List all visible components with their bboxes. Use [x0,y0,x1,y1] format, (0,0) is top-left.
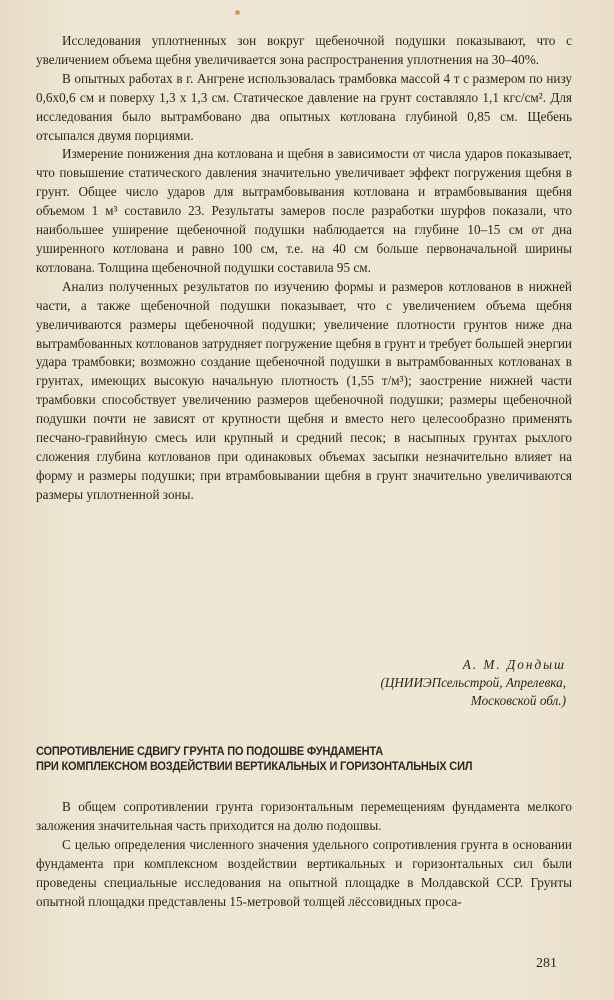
section-heading-line-1: СОПРОТИВЛЕНИЕ СДВИГУ ГРУНТА ПО ПОДОШВЕ ФУНДАМЕНТА [36,745,384,758]
author-name: А. М. Дондыш [462,657,566,672]
body-text-block-1 [36,32,572,505]
paragraph: В общем сопротивлении грунта горизонтальным перемещениям фундамента мелкого заложения значительная часть приходится на долю подошвы. [36,799,572,833]
page-number: 281 [536,956,557,971]
section-heading [36,745,549,774]
author-affiliation-line-1: (ЦНИИЭПсельстрой, Апрелевка, [380,675,566,690]
body-text-block-2 [36,798,572,911]
author-signature [266,656,566,710]
ornament-dot [235,10,240,15]
paragraph: Измерение понижения дна котлована и щебня в зависимости от числа ударов показывает, что повышение статического давления значительно увеличивает эффект погружения щебня в грунт. Общее число ударов для вытрамбовывания котлована и втрамбовывания щебня объемом 1 м³ составило 23. Результаты замеров после разработки шурфов показали, что наибольшее уширение щебеночной подушки наблюдается на глубине 10–15 см от дна уширенного котлована и равно 100 см, т.е. на 40 см больше первоначальной ширины котлована. Толщина щебеночной подушки составила 95 см. [36,146,572,275]
paragraph: В опытных работах в г. Ангрене использовалась трамбовка массой 4 т с размером по низу 0,6х0,6 см и поверху 1,3 х 1,3 см. Статическое давление на грунт составляло 1,1 кгс/см². Для исследования было вытрамбовано два опытных котлована глубиной 0,85 см. Щебень отсыпался двумя порциями. [36,70,572,143]
author-affiliation-line-2: Московской обл.) [470,693,566,708]
paragraph: С целью определения численного значения удельного сопротивления грунта в основании фундамента при комплексном воздействии вертикальных и горизонтальных сил были проведены специальные исследования на опытной площадке в Молдавской ССР. Грунты опытной площадки представлены 15-метровой толщей лёссовидных проса- [36,836,572,909]
paragraph: Исследования уплотненных зон вокруг щебеночной подушки показывают, что с увеличением объема щебня увеличивается зона распространения уплотнения на 30–40%. [36,33,572,67]
paragraph: Анализ полученных результатов по изучению формы и размеров котлованов в нижней части, а также щебеночной подушки показывает, что с увеличением объема щебня увеличиваются размеры щебеночной подушки; увеличение плотности грунтов ниже дна вытрамбованных котлованов затрудняет погружение щебня в грунт и требует большей энергии удара трамбовки; возможно создание щебеночной подушки в вытрамбованных котлованах в грунтах, имеющих высокую начальную плотность (1,55 т/м³); заострение нижней части трамбовки способствует увеличению размеров щебеночной подушки; размеры щебеночной подушки почти не зависят от крупности щебня и вместо него целесообразно применять песчано-гравийную смесь или крупный и средний песок; в насыпных грунтах рыхлого сложения глубина котлованов при одинаковых объемах засыпки незначительно влияет на форму и размеры подушки; при втрамбовывании щебня в грунт значительно увеличиваются размеры уплотненной зоны. [36,278,572,502]
section-heading-line-2: ПРИ КОМПЛЕКСНОМ ВОЗДЕЙСТВИИ ВЕРТИКАЛЬНЫХ И ГОРИЗОНТАЛЬНЫХ СИЛ [36,759,473,773]
